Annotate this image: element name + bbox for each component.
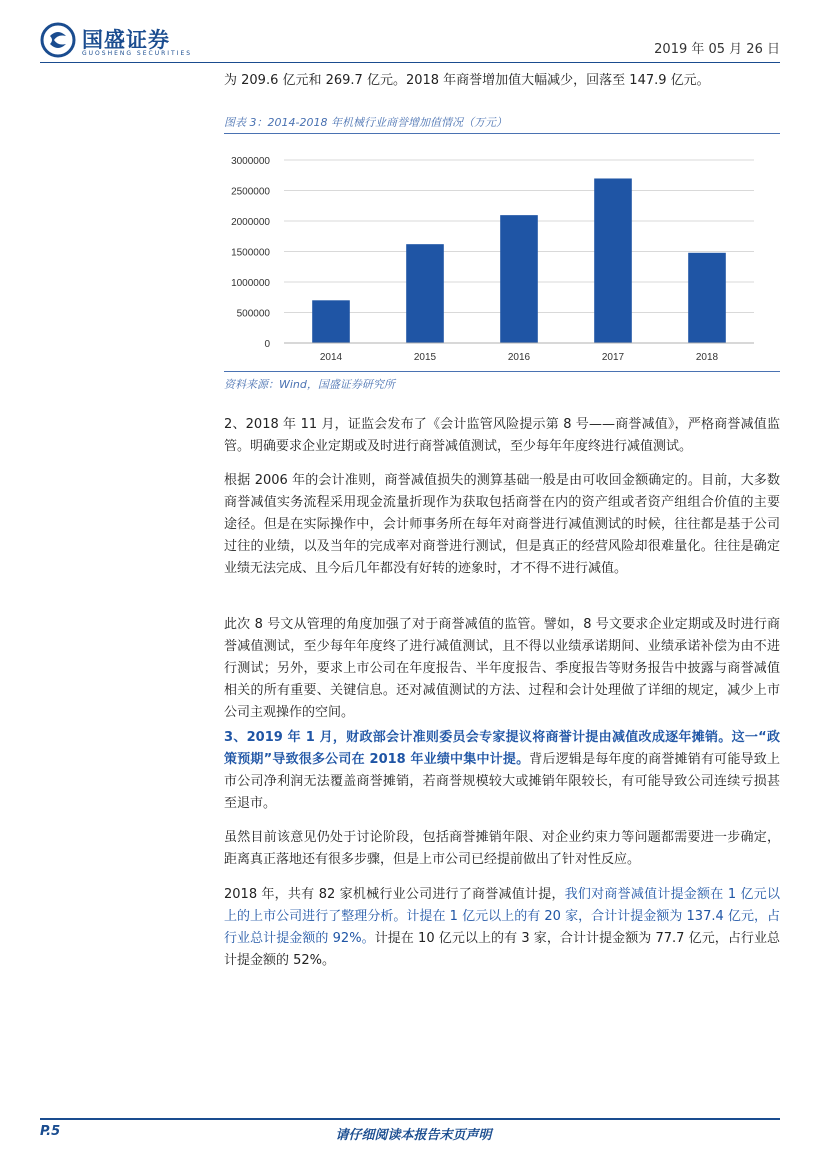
- chart-y-tick-label: 0: [264, 339, 270, 350]
- brand-subtitle: GUOSHENG SECURITIES: [82, 50, 193, 57]
- figure-bottom-rule: [224, 371, 780, 372]
- chart-y-tick-label: 1000000: [231, 278, 270, 289]
- paragraph-2: 根据 2006 年的会计准则，商誉减值损失的测算基础一般是由可收回金额确定的。目前，大多数商誉减值实务流程采用现金流量折现作为获取包括商誉在内的资产组或者资产组组合价值的主要途径。但是在实际操作中，会计师事务所在每年对商誉进行减值测试的时候，往往都是基于公司过往的业绩，以及当年的完成率对商誉进行测试，但是真正的经营风险却很难量化。往往是确定业绩无法完成、且今后几年都没有好转的迹象时，才不得不进行减值。: [224, 473, 780, 576]
- page-header: [40, 20, 780, 60]
- figure-title: 图表 3：2014-2018 年机械行业商誉增加值情况（万元）: [224, 116, 507, 129]
- paragraph-4-highlight: 3、2019 年 1 月，财政部会计准则委员会专家提议将商誉计提由减值改成逐年摊销。这一“政策预期”导致很多公司在 2018 年业绩中集中计提。: [224, 730, 780, 767]
- chart-x-tick-label: 2018: [695, 352, 719, 363]
- paragraph-5: 虽然目前该意见仍处于讨论阶段，包括商誉摊销年限、对企业约束力等问题都需要进一步确定，距离真正落地还有很多步骤，但是上市公司已经提前做出了针对性反应。: [224, 830, 780, 867]
- paragraph-4: [224, 727, 780, 815]
- figure-top-rule: [224, 133, 780, 134]
- chart-x-ticks: [320, 352, 719, 363]
- paragraph-6-tail: 计提在 10 亿元以上的有 3 家，合计计提金额为 77.7 亿元，占行业总计提金额的 52%。: [224, 931, 781, 968]
- figure-source: 资料来源：Wind，国盛证券研究所: [224, 378, 395, 391]
- chart-bar-2017: [594, 178, 632, 343]
- chart-bar-2016: [500, 215, 538, 343]
- paragraph-6-lead: 2018 年，共有 82 家机械行业公司进行了商誉减值计提，: [224, 887, 565, 902]
- chart-y-tick-label: 2000000: [231, 217, 270, 228]
- chart-y-tick-label: 1500000: [231, 247, 270, 259]
- chart-bar-2015: [406, 244, 444, 343]
- page-number: P.5: [40, 1124, 61, 1139]
- paragraph-3: 此次 8 号文从管理的角度加强了对于商誉减值的监管。譬如，8 号文要求企业定期或及时进行商誉减值测试，至少每年年度终了进行减值测试，且不得以业绩承诺期间、业绩承诺补偿为由不进行测试；另外，要求上市公司在年度报告、半年度报告、季度报告等财务报告中披露与商誉减值相关的所有重要、关键信息。还对减值测试的方法、过程和会计处理做了详细的规定，减少上市公司主观操作的空间。: [224, 617, 780, 720]
- header-divider: [40, 62, 780, 63]
- chart-x-tick-label: 2014: [319, 352, 343, 363]
- chart-y-tick-label: 2500000: [231, 186, 270, 198]
- chart-x-tick-label: 2017: [601, 352, 625, 363]
- chart-x-tick-label: 2016: [507, 352, 531, 363]
- chart-y-tick-label: 3000000: [231, 156, 270, 167]
- chart-y-ticks: [231, 156, 270, 350]
- footer-divider: [40, 1118, 780, 1120]
- brand-name: 国盛证券: [82, 28, 170, 52]
- intro-line: 为 209.6 亿元和 269.7 亿元。2018 年商誉增加值大幅减少，回落至 147.9 亿元。: [224, 73, 710, 88]
- chart-bar-2014: [312, 300, 350, 343]
- paragraph-6-highlight: 我们对商誉减值计提金额在 1 亿元以上的上市公司进行了整理分析。计提在 1 亿元以上的有 20 家，合计计提金额为 137.4 亿元，占行业总计提金额的 92%。: [224, 887, 780, 946]
- chart-bar-2018: [688, 253, 726, 343]
- disclaimer-note: 请仔细阅读本报告末页声明: [335, 1128, 492, 1143]
- paragraph-4-rest: 背后逻辑是每年度的商誉摊销有可能导致上市公司净利润无法覆盖商誉摊销，若商誉规模较大或摊销年限较长，有可能导致公司连续亏损甚至退市。: [224, 752, 780, 811]
- chart-y-tick-label: 500000: [236, 308, 270, 320]
- paragraph-1: 2、2018 年 11 月，证监会发布了《会计监管风险提示第 8 号——商誉减值》，严格商誉减值监管。明确要求企业定期或及时进行商誉减值测试，至少每年年度终进行减值测试。: [224, 417, 780, 454]
- chart-x-tick-label: 2015: [413, 352, 437, 363]
- chart-bars: [312, 178, 726, 343]
- paragraph-6: [224, 884, 780, 972]
- goodwill-bar-chart: [224, 140, 780, 368]
- guosheng-logo-icon: [40, 22, 76, 58]
- report-date: 2019 年 05 月 26 日: [654, 42, 780, 57]
